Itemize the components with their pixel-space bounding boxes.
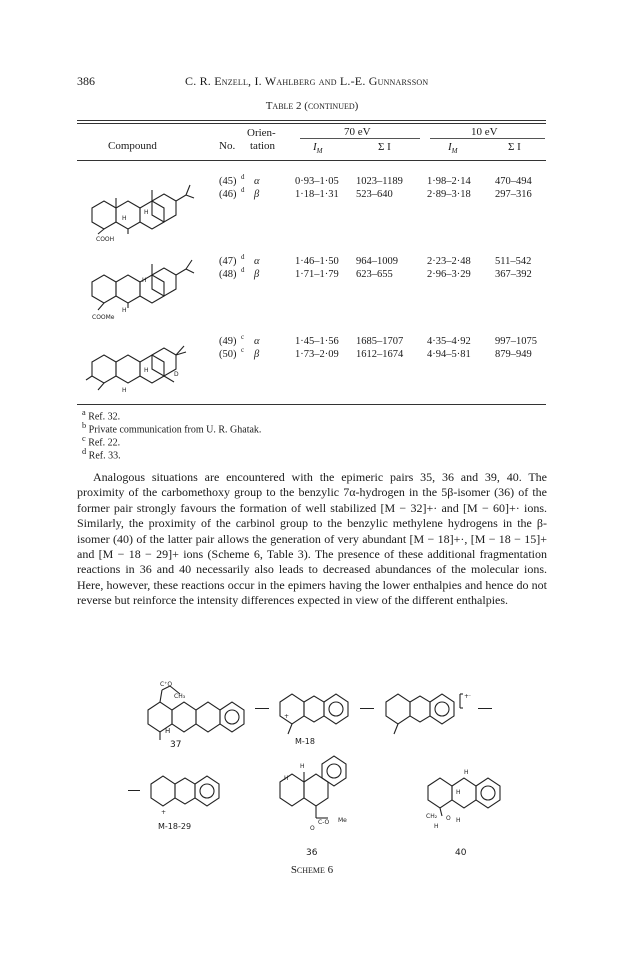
table-cell-im70: 1·71–1·79: [295, 269, 339, 280]
table-cell-sum10: 511–542: [495, 256, 532, 267]
table-top-rule: [77, 120, 546, 121]
table-cell-orientation: α: [254, 336, 260, 347]
table-cell-sum70: 1685–1707: [356, 336, 404, 347]
d-label: D: [174, 371, 179, 378]
table-ref-mark: c: [241, 346, 245, 354]
scheme-compound-37: [140, 680, 250, 750]
table-cell-im10: 4·94–5·81: [427, 349, 471, 360]
table-cell-im70: 1·45–1·56: [295, 336, 339, 347]
header-70ev: 70 eV: [344, 126, 371, 138]
h-label: H: [456, 789, 461, 796]
header-im-70: $I_M$: [313, 141, 323, 156]
h-label: H: [456, 817, 461, 824]
header-sumi-70: Σ I: [378, 141, 391, 153]
h-label: H: [284, 775, 289, 782]
footnote-d: $^d$ Ref. 33.: [82, 447, 121, 462]
table-cell-orientation: β: [254, 349, 260, 360]
footnote-c: $^c$ Ref. 22.: [82, 434, 121, 449]
table-cell-orientation: α: [254, 176, 260, 187]
table-header-rule: [77, 160, 546, 161]
table-cell-no: (49): [219, 336, 237, 347]
header-10ev: 10 eV: [471, 126, 498, 138]
h-label: H: [122, 215, 127, 222]
scheme-m1829: [145, 770, 225, 820]
scheme-compound-36: [270, 752, 360, 832]
footnote-a: $^a$ Ref. 32.: [82, 408, 121, 423]
table-cell-sum70: 623–655: [356, 269, 393, 280]
radical-cation-label: +·: [464, 693, 471, 700]
table-top-rule-double: [77, 123, 546, 124]
group-70-underline: [300, 138, 420, 139]
scheme-m18: [274, 686, 354, 741]
table-cell-im70: 1·73–2·09: [295, 349, 339, 360]
header-no: No.: [219, 140, 236, 152]
table-cell-im10: 1·98–2·14: [427, 176, 471, 187]
page-number: 386: [77, 74, 95, 88]
header-sumi-10: Σ I: [508, 141, 521, 153]
label-m1829: M-18-29: [158, 822, 192, 831]
table-caption: Table 2 (continued): [265, 100, 359, 112]
footnote-b: $^b$ Private communication from U. R. Ghatak.: [82, 421, 262, 436]
table-cell-sum70: 1612–1674: [356, 349, 404, 360]
table-cell-no: (48): [219, 269, 237, 280]
coome-label: COOMe: [92, 314, 115, 321]
group-10-underline: [430, 138, 545, 139]
me-label: Me: [338, 817, 347, 824]
h-label: H: [144, 209, 149, 216]
table-cell-im10: 2·89–3·18: [427, 189, 471, 200]
table-ref-mark: d: [241, 253, 245, 261]
table-cell-im10: 2·96–3·29: [427, 269, 471, 280]
table-ref-mark: d: [241, 173, 245, 181]
scheme-caption: Scheme 6: [290, 864, 334, 876]
running-authors: C. R. Enzell, I. Wahlberg and L.-E. Gunnarsson: [185, 74, 429, 88]
arrow-2: [360, 708, 374, 709]
label-40: 40: [455, 848, 467, 858]
table-cell-orientation: α: [254, 256, 260, 267]
structure-49-50: [82, 330, 212, 400]
table-cell-im10: 4·35–4·92: [427, 336, 471, 347]
table-cell-no: (47): [219, 256, 237, 267]
table-ref-mark: d: [241, 266, 245, 274]
table-cell-sum70: 1023–1189: [356, 176, 403, 187]
h-label: H: [144, 367, 149, 374]
o-label: O: [446, 815, 451, 822]
table-cell-im10: 2·23–2·48: [427, 256, 471, 267]
header-im-10: $I_M$: [448, 141, 458, 156]
table-cell-no: (50): [219, 349, 237, 360]
h-label: H: [142, 277, 147, 284]
table-cell-sum10: 470–494: [495, 176, 532, 187]
table-bottom-rule: [77, 404, 546, 405]
c-o-label: C-O: [318, 819, 330, 826]
table-cell-im70: 1·46–1·50: [295, 256, 339, 267]
table-cell-sum10: 879–949: [495, 349, 532, 360]
ch2-label: CH₂: [426, 813, 438, 820]
table-cell-no: (45): [219, 176, 237, 187]
h-label: H: [464, 769, 469, 776]
h-label: H: [434, 823, 439, 830]
body-paragraph: [77, 470, 547, 609]
structure-45-46: [82, 168, 212, 243]
table-cell-sum10: 367–392: [495, 269, 532, 280]
header-compound: Compound: [108, 140, 157, 152]
cooh-label: COOH: [96, 236, 115, 243]
table-cell-sum70: 523–640: [356, 189, 393, 200]
h-label: H: [122, 307, 127, 314]
scheme-m18-fragment: [380, 686, 480, 741]
h-37: H: [165, 727, 171, 735]
arrow-1: [255, 708, 269, 709]
co-label: C⁺O: [160, 681, 173, 688]
label-36: 36: [306, 848, 318, 858]
structure-47-48: [82, 250, 212, 325]
label-37: 37: [170, 740, 182, 750]
table-cell-sum10: 997–1075: [495, 336, 537, 347]
table-ref-mark: d: [241, 186, 245, 194]
table-ref-mark: c: [241, 333, 245, 341]
scheme-compound-40: [420, 760, 520, 830]
h-label: H: [300, 763, 305, 770]
header-orientation-bottom: tation: [250, 140, 276, 152]
table-cell-im70: 0·93–1·05: [295, 176, 339, 187]
table-cell-no: (46): [219, 189, 237, 200]
table-cell-orientation: β: [254, 189, 260, 200]
table-cell-sum70: 964–1009: [356, 256, 398, 267]
arrow-3: [478, 708, 492, 709]
table-cell-orientation: β: [254, 269, 260, 280]
table-cell-sum10: 297–316: [495, 189, 532, 200]
plus-label: +: [284, 713, 290, 720]
plus-label: +: [161, 809, 167, 816]
header-orientation-top: Orien-: [247, 127, 276, 139]
ch3-label: CH₃: [174, 693, 186, 700]
table-cell-im70: 1·18–1·31: [295, 189, 339, 200]
h-label: H: [122, 387, 127, 394]
arrow-4: [128, 790, 140, 791]
o-label: O: [310, 825, 315, 832]
body-text: Analogous situations are encountered with the epimeric pairs 35, 36 and 39, 40. The proximity of the carbomethoxy group to the benzylic 7α-hydrogen in the 5β-isomer (36) of the former pair strongly favours the formation of well stabilized [M − 32]+· and [M − 60]+· ions. Similarly, the proximity of the carbinol group to the benzylic methylene hydrogens in the β-isomer (40) of the latter pair allows the generation of very abundant [M − 18]+·, [M − 18 − 15]+ and [M − 18 − 29]+ ions (Scheme 6, Table 3). The presence of these additional fragmentation reactions in 36 and 40 necessarily also leads to decreased abundances of the molecular ions. Here, however, these reactions occur in the epimers having the lower enthalpies and hence do not reverse but reinforce the intensity differences expected in view of the different enthalpies.: [77, 470, 547, 608]
label-m18: M-18: [295, 737, 315, 746]
